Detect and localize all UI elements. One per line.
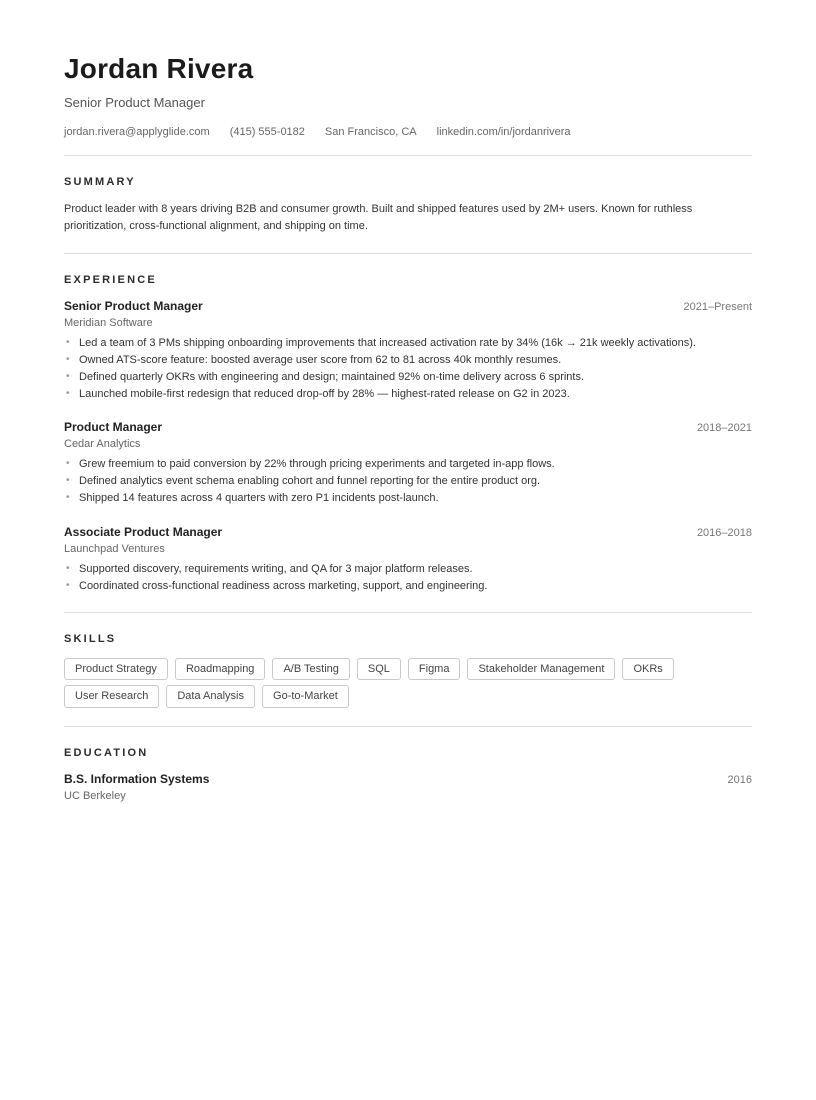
job-title: Associate Product Manager	[64, 524, 223, 539]
job-bullets	[64, 561, 752, 595]
skill-chip: Roadmapping	[175, 658, 266, 680]
contact-linkedin: linkedin.com/in/jordanrivera	[436, 126, 571, 139]
degree-dates: 2016	[727, 773, 752, 786]
job-header	[64, 525, 752, 539]
section-summary	[64, 176, 752, 235]
job-bullet: • Defined quarterly OKRs with engineering and design; maintained 92% on-time delivery across 6 sprints.	[64, 369, 752, 386]
contact-phone: (415) 555-0182	[229, 126, 305, 139]
job-entry	[64, 420, 752, 506]
candidate-name: Jordan Rivera	[64, 53, 254, 84]
section-experience	[64, 274, 752, 594]
candidate-title: Senior Product Manager	[64, 95, 205, 111]
header-divider	[64, 155, 752, 156]
skill-chip: Product Strategy	[64, 658, 168, 680]
skill-chip: SQL	[357, 658, 401, 680]
degree-title: B.S. Information Systems	[64, 771, 210, 786]
skill-chip: User Research	[64, 685, 159, 707]
skills-section-label: SKILLS	[64, 633, 117, 646]
summary-divider	[64, 253, 752, 254]
job-dates: 2018–2021	[696, 422, 752, 435]
job-dates: 2021–Present	[683, 301, 752, 314]
job-bullet: • Owned ATS-score feature: boosted average user score from 62 to 81 across 40k monthly resumes.	[64, 352, 752, 369]
job-bullet: • Defined analytics event schema enabling cohort and funnel reporting for the entire product org.	[64, 473, 752, 490]
job-dates: 2016–2018	[696, 526, 752, 539]
job-header	[64, 299, 752, 313]
job-header	[64, 420, 752, 434]
job-bullet: • Grew freemium to paid conversion by 22% through pricing experiments and targeted in-app flows.	[64, 456, 752, 473]
skill-chip: Stakeholder Management	[467, 658, 615, 680]
skill-chip: Figma	[408, 658, 461, 680]
skill-chip: OKRs	[622, 658, 673, 680]
job-title: Senior Product Manager	[64, 299, 203, 314]
job-bullet: • Led a team of 3 PMs shipping onboarding improvements that increased activation rate by 34% (16k → 21k weekly activations).	[64, 335, 752, 352]
job-bullet: • Launched mobile-first redesign that reduced drop-off by 28% — highest-rated release on G2 in 2023.	[64, 386, 752, 403]
section-skills	[64, 633, 752, 707]
experience-section-label: EXPERIENCE	[64, 274, 157, 287]
summary-text: Product leader with 8 years driving B2B and consumer growth. Built and shipped features used by 2M+ users. Known for ruthless prioritization, cross-functional alignment, and shipping on time.	[64, 203, 693, 233]
job-company: Launchpad Ventures	[64, 542, 165, 555]
experience-divider	[64, 612, 752, 613]
education-section-label: EDUCATION	[64, 746, 149, 759]
job-bullet: • Shipped 14 features across 4 quarters with zero P1 incidents post-launch.	[64, 490, 752, 507]
summary-section-label: SUMMARY	[64, 176, 136, 189]
degree-school: UC Berkeley	[64, 789, 126, 802]
job-bullet: • Coordinated cross-functional readiness across marketing, support, and engineering.	[64, 578, 752, 595]
job-bullets	[64, 456, 752, 506]
section-education	[64, 747, 752, 802]
skill-chip: A/B Testing	[272, 658, 349, 680]
job-bullets	[64, 335, 752, 402]
skill-chip: Go-to-Market	[262, 685, 349, 707]
skill-chip: Data Analysis	[166, 685, 255, 707]
job-entry	[64, 525, 752, 595]
contact-email: jordan.rivera@applyglide.com	[64, 126, 210, 139]
job-company: Meridian Software	[64, 317, 153, 330]
job-company: Cedar Analytics	[64, 438, 141, 451]
job-entry	[64, 299, 752, 402]
job-bullet: • Supported discovery, requirements writing, and QA for 3 major platform releases.	[64, 561, 752, 578]
skills-divider	[64, 726, 752, 727]
contact-row	[64, 126, 752, 138]
education-entry	[64, 772, 752, 802]
job-title: Product Manager	[64, 420, 163, 435]
skills-chip-list	[64, 658, 752, 707]
resume-header	[64, 53, 752, 138]
contact-location: San Francisco, CA	[324, 126, 417, 139]
education-header	[64, 772, 752, 786]
